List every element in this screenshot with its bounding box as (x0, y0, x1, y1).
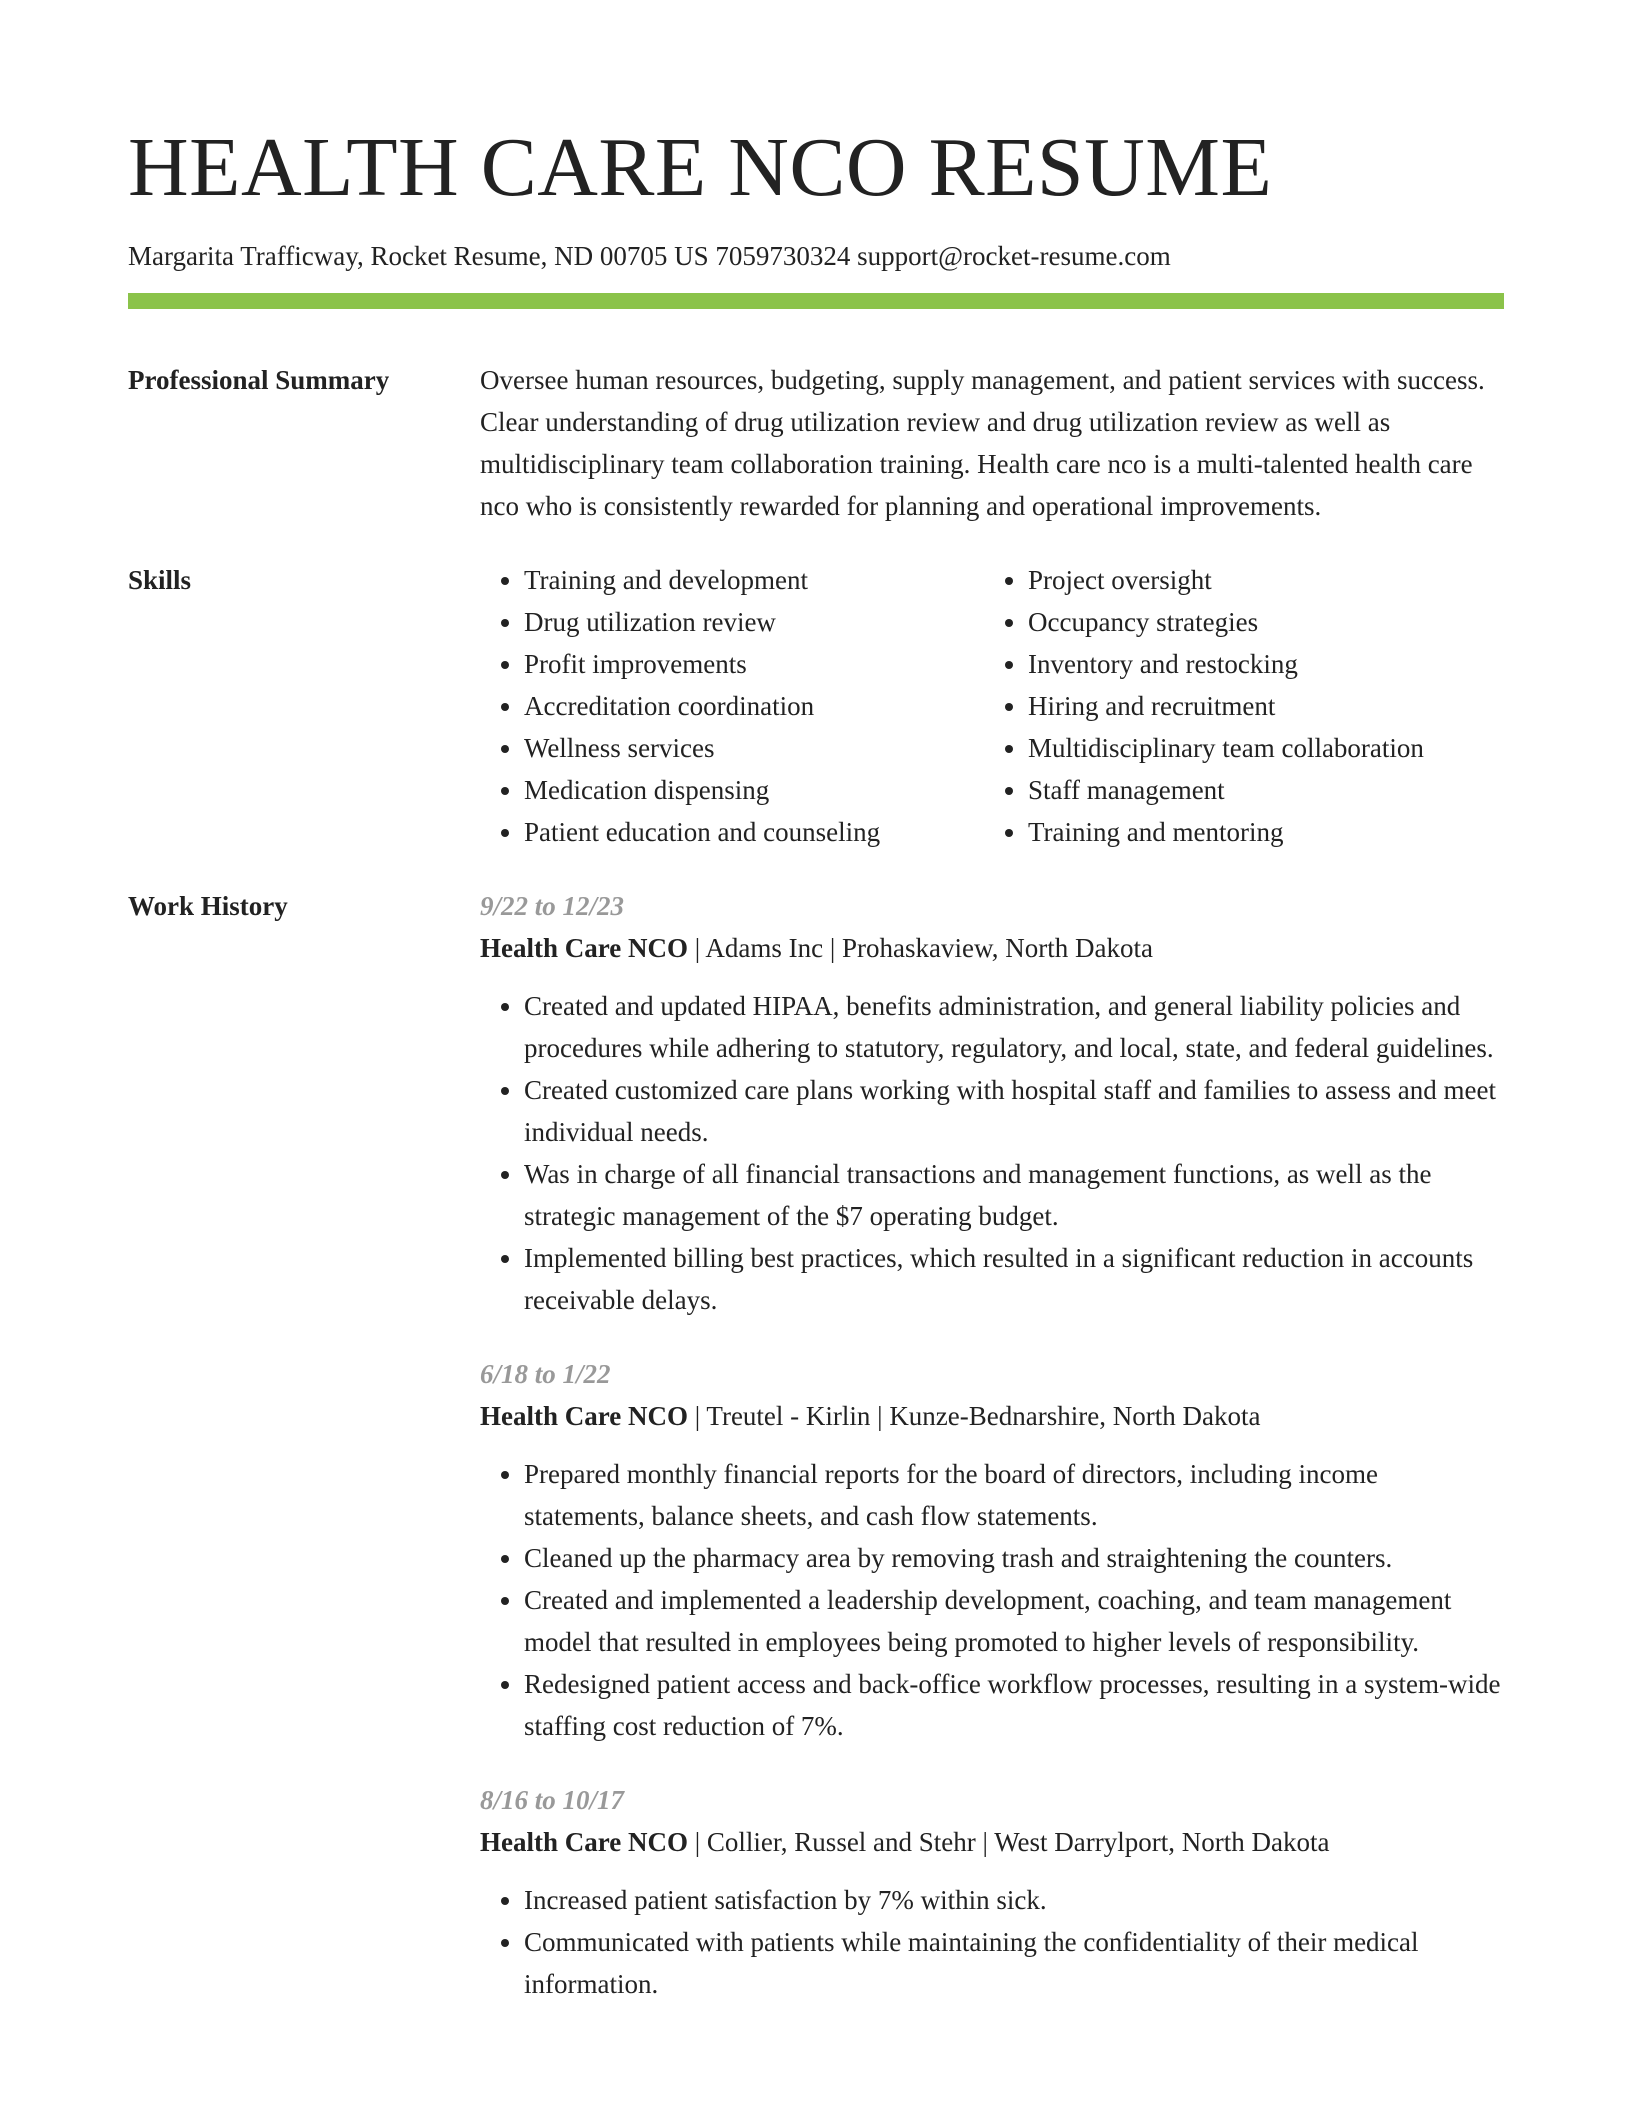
job-bullet: • Cleaned up the pharmacy area by removing trash and straightening the counters. (524, 1537, 1504, 1579)
job-entry (480, 885, 1504, 1321)
job-bullet: • Created customized care plans working with hospital staff and families to assess and meet individual needs. (524, 1069, 1504, 1153)
job-bullet: • Created and implemented a leadership development, coaching, and team management model that resulted in employees being promoted to higher levels of responsibility. (524, 1579, 1504, 1663)
job-bullet: • Prepared monthly financial reports for the board of directors, including income statements, balance sheets, and cash flow statements. (524, 1453, 1504, 1537)
skill-item: • Medication dispensing (524, 769, 984, 811)
skill-item: • Training and mentoring (1028, 811, 1504, 853)
job-bullet: • Redesigned patient access and back-office workflow processes, resulting in a system-wide staffing cost reduction of 7%. (524, 1663, 1504, 1747)
job-title: Health Care NCO (480, 933, 688, 963)
job-dates: 9/22 to 12/23 (480, 891, 625, 921)
skills-column-left (480, 559, 984, 853)
summary-body (480, 359, 1504, 527)
separator: | (687, 1827, 707, 1857)
job-bullet: • Communicated with patients while maintaining the confidentiality of their medical information. (524, 1921, 1504, 2005)
skill-item: • Patient education and counseling (524, 811, 984, 853)
skill-item: • Accreditation coordination (524, 685, 984, 727)
job-entry (480, 1779, 1504, 2005)
job-header (480, 1821, 1504, 1863)
skill-item: • Wellness services (524, 727, 984, 769)
skill-item: • Training and development (524, 559, 984, 601)
resume-page (128, 0, 1504, 2037)
work-history-body (480, 885, 1504, 2037)
job-location: Prohaskaview, North Dakota (842, 933, 1153, 963)
job-title: Health Care NCO (480, 1827, 688, 1857)
job-bullet: • Created and updated HIPAA, benefits administration, and general liability policies and procedures while adhering to statutory, regulatory, and local, state, and federal guidelines. (524, 985, 1504, 1069)
job-dates: 6/18 to 1/22 (480, 1359, 611, 1389)
job-bullet: • Was in charge of all financial transactions and management functions, as well as the strategic management of the $7 operating budget. (524, 1153, 1504, 1237)
skill-item: • Hiring and recruitment (1028, 685, 1504, 727)
job-company: Treutel - Kirlin (706, 1401, 871, 1431)
contact-line: Margarita Trafficway, Rocket Resume, ND 00705 US 7059730324 support@rocket-resume.com (128, 241, 1171, 271)
skill-item: • Staff management (1028, 769, 1504, 811)
job-location: West Darrylport, North Dakota (994, 1827, 1330, 1857)
skill-item: • Occupancy strategies (1028, 601, 1504, 643)
job-bullet: • Implemented billing best practices, which resulted in a significant reduction in accounts receivable delays. (524, 1237, 1504, 1321)
work-history-heading: Work History (128, 891, 288, 921)
separator: | (687, 1401, 707, 1431)
summary-text: Oversee human resources, budgeting, supply management, and patient services with success. Clear understanding of drug utilization review and drug utilization review as well as multidisciplinary team collaboration training. Health care nco is a multi-talented health care nco who is consistently rewarded for planning and operational improvements. (480, 365, 1485, 521)
skill-item: • Multidisciplinary team collaboration (1028, 727, 1504, 769)
job-dates: 8/16 to 10/17 (480, 1785, 625, 1815)
separator: | (687, 933, 706, 963)
job-location: Kunze-Bednarshire, North Dakota (889, 1401, 1261, 1431)
summary-heading: Professional Summary (128, 365, 390, 395)
job-bullets (480, 1453, 1504, 1747)
header-divider (128, 293, 1504, 309)
job-title: Health Care NCO (480, 1401, 688, 1431)
skill-item: • Profit improvements (524, 643, 984, 685)
job-bullet: • Increased patient satisfaction by 7% within sick. (524, 1879, 1504, 1921)
skill-item: • Drug utilization review (524, 601, 984, 643)
job-bullets (480, 985, 1504, 1321)
separator: | (823, 933, 843, 963)
job-bullets (480, 1879, 1504, 2005)
job-company: Adams Inc (705, 933, 824, 963)
summary-section (128, 359, 1504, 527)
skills-column-right (984, 559, 1504, 853)
separator: | (975, 1827, 995, 1857)
skill-item: • Project oversight (1028, 559, 1504, 601)
job-entry (480, 1353, 1504, 1747)
skills-heading: Skills (128, 565, 192, 595)
work-history-section (128, 885, 1504, 2037)
skills-section (128, 559, 1504, 853)
resume-title: HEALTH CARE NCO RESUME (128, 121, 1273, 214)
separator: | (870, 1401, 890, 1431)
job-header (480, 1395, 1504, 1437)
skill-item: • Inventory and restocking (1028, 643, 1504, 685)
job-company: Collier, Russel and Stehr (706, 1827, 976, 1857)
skills-body (480, 559, 1504, 853)
job-header (480, 927, 1504, 969)
